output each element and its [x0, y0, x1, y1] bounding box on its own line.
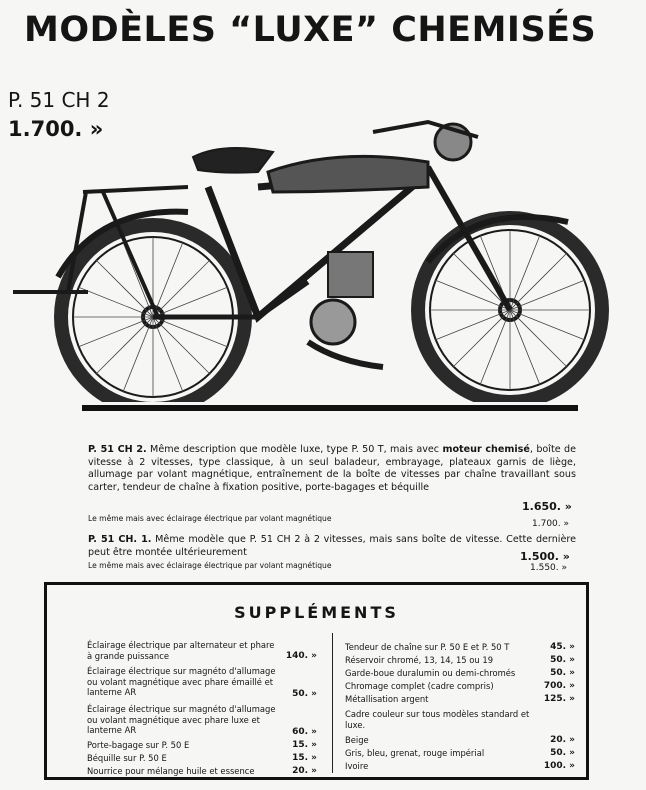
supplement-item: Béquille sur P. 50 E 15. »: [87, 753, 317, 764]
section1-price: 1.650. »: [522, 500, 572, 513]
supplements-right-column: [345, 640, 575, 772]
supplement-item: Ivoire 100. »: [345, 761, 575, 772]
supplement-item: Tendeur de chaîne sur P. 50 E et P. 50 T 45. »: [345, 642, 575, 653]
supplement-item: Éclairage électrique par alternateur et phare à grande puissance 140. »: [87, 640, 317, 662]
supplements-divider: [332, 633, 333, 773]
section2-text: Même modèle que P. 51 CH 2 à 2 vitesses, mais sans boîte de vitesse. Cette dernière peut être montée ultérieurement: [88, 534, 576, 558]
supplement-item: Éclairage électrique sur magnéto d'allumage ou volant magnétique avec phare émaillé et lanterne AR 50. »: [87, 666, 317, 700]
supplement-item: Garde-boue duralumin ou demi-chromés 50. »: [345, 668, 575, 679]
section1-note-price: 1.700. »: [532, 519, 569, 529]
supplements-left-column: [87, 640, 317, 777]
hero-model: P. 51 CH 2: [8, 88, 110, 112]
section1-text-b: , boîte de vitesse à 2 vitesses, type classique, à un seul baladeur, embrayage, plateaux garnis de liège, allumage par volant magnétique, entraînement de la boîte de vitesses par chaîne travaillant sous carter, tendeur de chaîne à fixation positive, porte-bagages et béquille: [88, 444, 576, 493]
supplement-item: Cadre couleur sur tous modèles standard et luxe.: [345, 709, 530, 730]
section2-note: Le même mais avec éclairage électrique par volant magnétique: [88, 561, 332, 570]
section2-note-price: 1.550. »: [530, 563, 567, 573]
section2-description: [88, 534, 576, 559]
hero-price: 1.700. »: [8, 117, 104, 141]
section1-text-a: Même description que modèle luxe, type P. 50 T, mais avec: [146, 444, 443, 455]
supplement-item: Chromage complet (cadre compris) 700. »: [345, 681, 575, 692]
supplement-item: Réservoir chromé, 13, 14, 15 ou 19 50. »: [345, 655, 575, 666]
motorcycle-illustration: [8, 112, 640, 402]
supplement-item: Éclairage électrique sur magnéto d'allumage ou volant magnétique avec phare luxe et lanterne AR 60. »: [87, 704, 317, 738]
supplement-item: Nourrice pour mélange huile et essence 20. »: [87, 766, 317, 777]
supplement-item: Beige 20. »: [345, 735, 575, 746]
supplements-box: [44, 582, 589, 780]
section1-description: [88, 444, 576, 494]
section2-price: 1.500. »: [520, 550, 570, 563]
supplement-item: Gris, bleu, grenat, rouge impérial 50. »: [345, 748, 575, 759]
section1-bold-phrase: moteur chemisé: [442, 444, 530, 455]
section1-model-ref: P. 51 CH 2.: [88, 444, 147, 455]
divider-rule: [82, 405, 578, 411]
section1-note: Le même mais avec éclairage électrique par volant magnétique: [88, 514, 332, 523]
page-title: MODÈLES “LUXE” CHEMISÉS: [24, 10, 597, 50]
supplements-title: SUPPLÉMENTS: [234, 603, 399, 622]
supplement-item: Métallisation argent 125. »: [345, 694, 575, 705]
section2-model-ref: P. 51 CH. 1.: [88, 534, 152, 545]
supplement-item: Porte-bagage sur P. 50 E 15. »: [87, 740, 317, 751]
